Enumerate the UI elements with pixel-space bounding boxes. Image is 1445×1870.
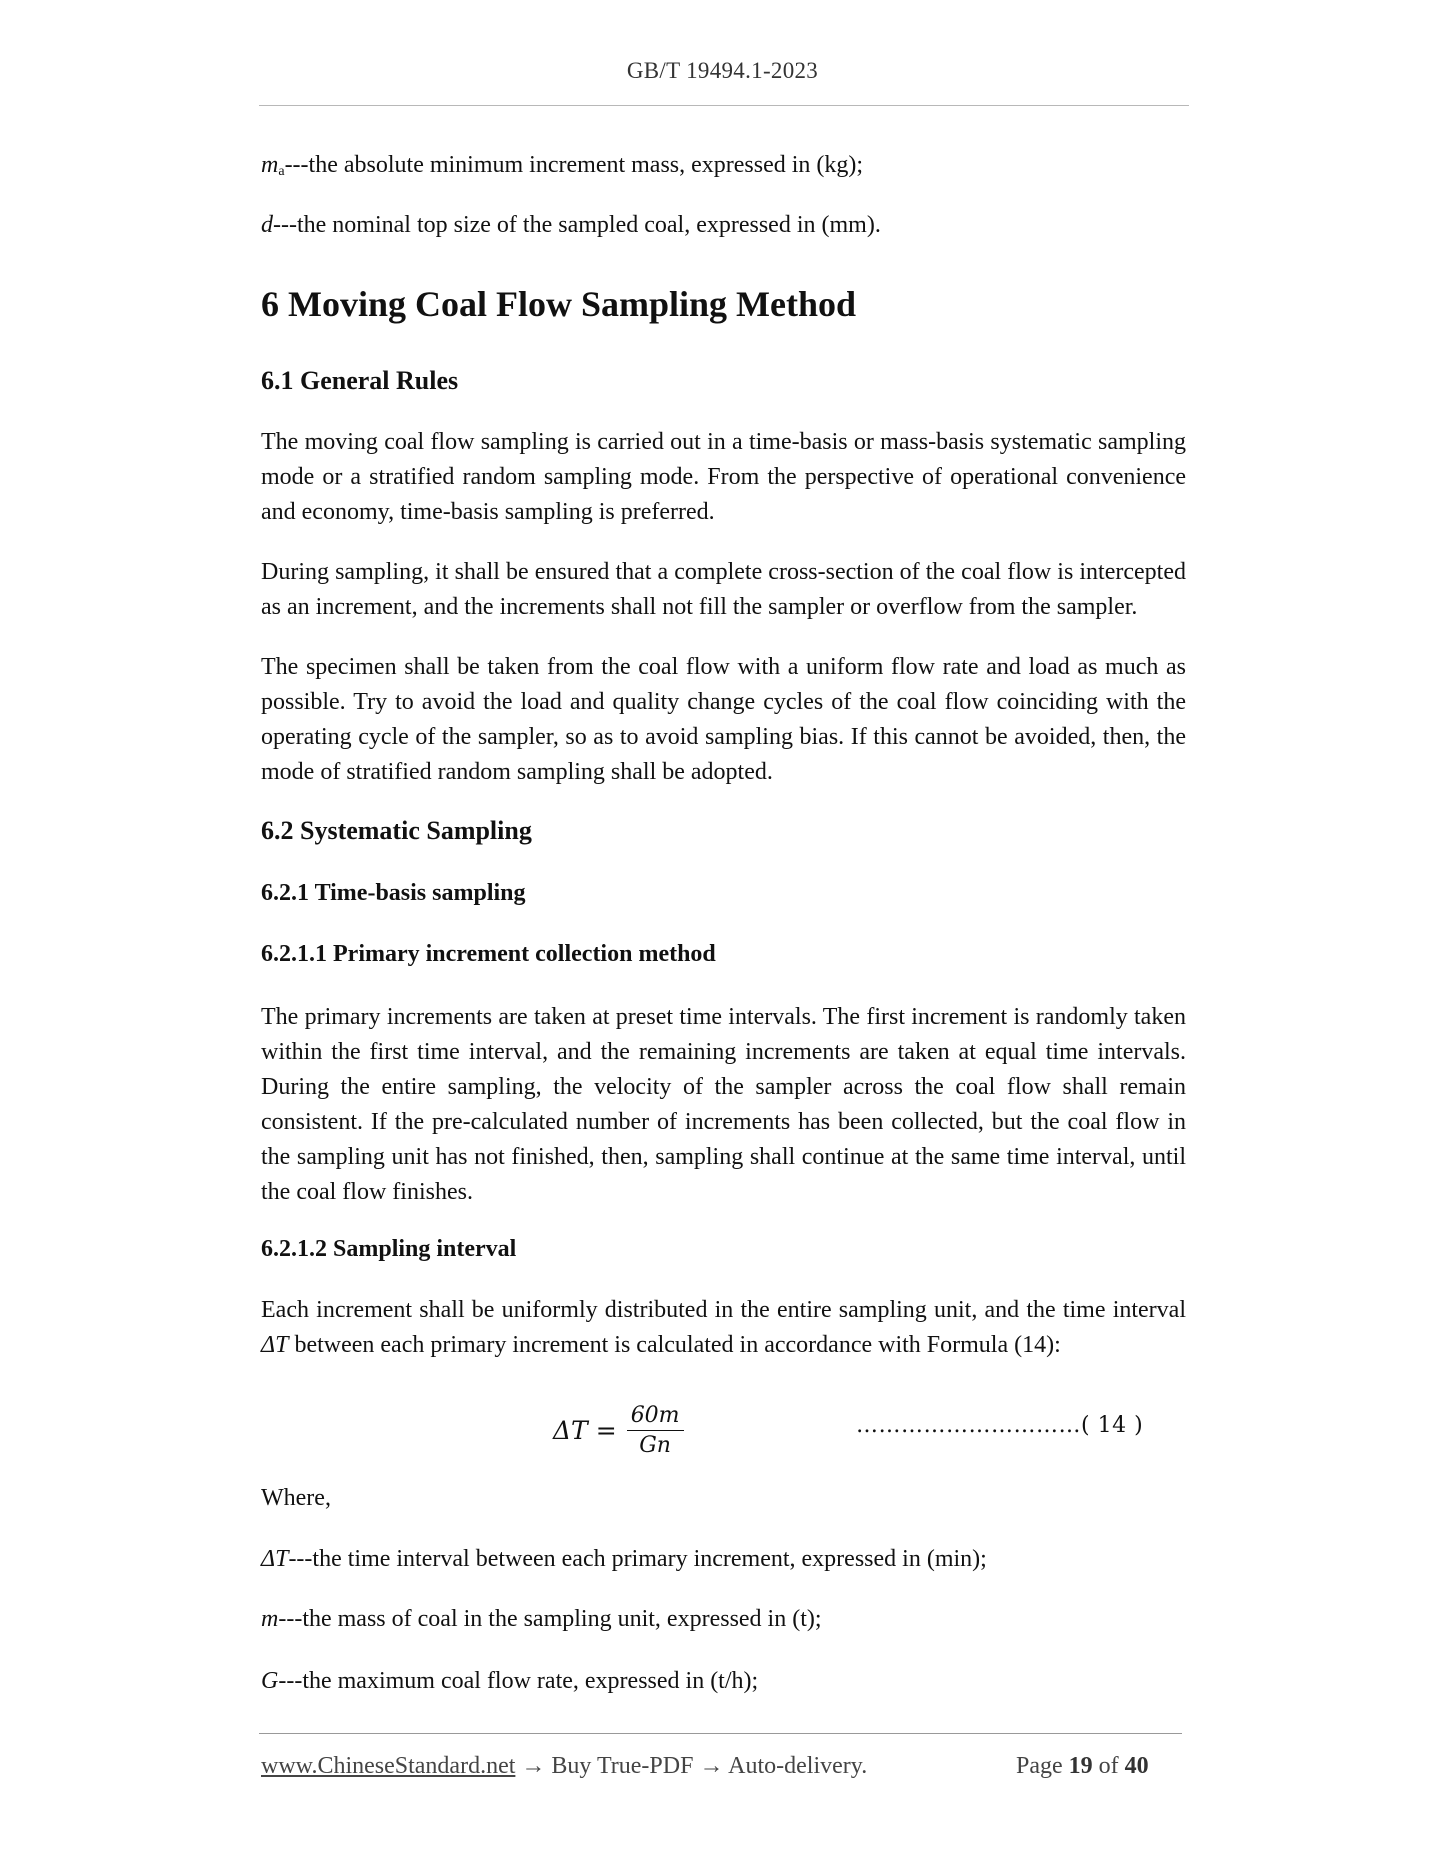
formula-denominator: Gn (639, 1432, 671, 1458)
definition-d (261, 208, 1186, 243)
definition-text: ---the time interval between each primary increment, expressed in (min); (288, 1546, 987, 1572)
section-6-2-1-2-heading: 6.2.1.2 Sampling interval (261, 1236, 517, 1262)
definition-text: ---the absolute minimum increment mass, expressed in (kg); (284, 152, 864, 178)
footer-rule (259, 1733, 1182, 1734)
paragraph-text: Each increment shall be uniformly distributed in the entire sampling unit, and the time interval (261, 1297, 1186, 1323)
definition-ma (261, 148, 1186, 189)
paragraph: The primary increments are taken at preset time intervals. The first increment is randomly taken within the first time interval, and the remaining increments are taken at equal time intervals. During the entire sampling, the velocity of the sampler across the coal flow shall remain consistent. If the pre-calculated number of increments has been collected, but the coal flow in the sampling unit has not finished, then, sampling shall continue at the same time interval, until the coal flow finishes. (261, 1004, 1186, 1205)
definition-m (261, 1602, 1186, 1637)
definition-delta-t (261, 1542, 1186, 1577)
symbol: m (261, 1606, 279, 1632)
symbol: G (261, 1668, 279, 1694)
formula-expression (553, 1395, 684, 1465)
definition-text: ---the mass of coal in the sampling unit, expressed in (t); (278, 1606, 822, 1632)
symbol: d (261, 212, 273, 238)
of-word: of (1098, 1753, 1119, 1779)
section-6-heading: 6 Moving Coal Flow Sampling Method (261, 284, 857, 324)
formula-leader (856, 1413, 1143, 1438)
paragraph (261, 1293, 1186, 1363)
symbol: m (261, 152, 279, 178)
where-label: Where, (261, 1485, 331, 1511)
paragraph: The specimen shall be taken from the coal flow with a uniform flow rate and load as much as possible. Try to avoid the load and quality change cycles of the coal flow coinciding with the operating cycle of the sampler, so as to avoid sampling bias. If this cannot be avoided, then, the mode of stratified random sampling shall be adopted. (261, 654, 1186, 785)
paragraph-text: between each primary increment is calculated in accordance with Formula (14): (288, 1332, 1061, 1358)
formula-14 (261, 1395, 1186, 1465)
paragraph: During sampling, it shall be ensured that a complete cross-section of the coal flow is intercepted as an increment, and the increments shall not fill the sampler or overflow from the sampler. (261, 559, 1186, 620)
total-pages: 40 (1124, 1753, 1149, 1779)
subscript: a (278, 164, 285, 179)
site-link[interactable]: www.ChineseStandard.net (261, 1753, 516, 1779)
footer-links (261, 1753, 867, 1780)
formula-dots: ………………………… (856, 1413, 1081, 1438)
formula-number: ( 14 ) (1081, 1413, 1144, 1438)
definition-text: ---the nominal top size of the sampled coal, expressed in (mm). (273, 212, 881, 238)
page-header: GB/T 19494.1-2023 (626, 58, 819, 83)
symbol: ΔT (261, 1332, 289, 1358)
page-word: Page (1016, 1753, 1063, 1779)
section-6-1-heading: 6.1 General Rules (261, 366, 459, 395)
arrow-icon: → (699, 1753, 724, 1779)
paragraph: The moving coal flow sampling is carried out in a time-basis or mass-basis systematic sampling mode or a stratified random sampling mode. From the perspective of operational convenience and economy, time-basis sampling is preferred. (261, 429, 1186, 525)
definition-text: ---the maximum coal flow rate, expressed in (t/h); (278, 1668, 759, 1694)
section-6-2-1-heading: 6.2.1 Time-basis sampling (261, 880, 526, 906)
formula-lhs: ΔT (553, 1415, 588, 1445)
current-page: 19 (1068, 1753, 1093, 1779)
definition-g (261, 1664, 1186, 1699)
section-6-2-heading: 6.2 Systematic Sampling (261, 816, 532, 845)
header-rule (259, 105, 1189, 106)
formula-numerator: 60m (627, 1403, 684, 1431)
arrow-icon: → (521, 1753, 546, 1779)
page-number (1016, 1753, 1149, 1780)
delivery-text: Auto-delivery. (728, 1753, 868, 1779)
buy-link[interactable]: Buy True-PDF (551, 1753, 694, 1779)
formula-equals: = (595, 1415, 617, 1445)
symbol: ΔT (261, 1546, 289, 1572)
section-6-2-1-1-heading: 6.2.1.1 Primary increment collection method (261, 941, 716, 967)
formula-fraction (627, 1403, 684, 1458)
